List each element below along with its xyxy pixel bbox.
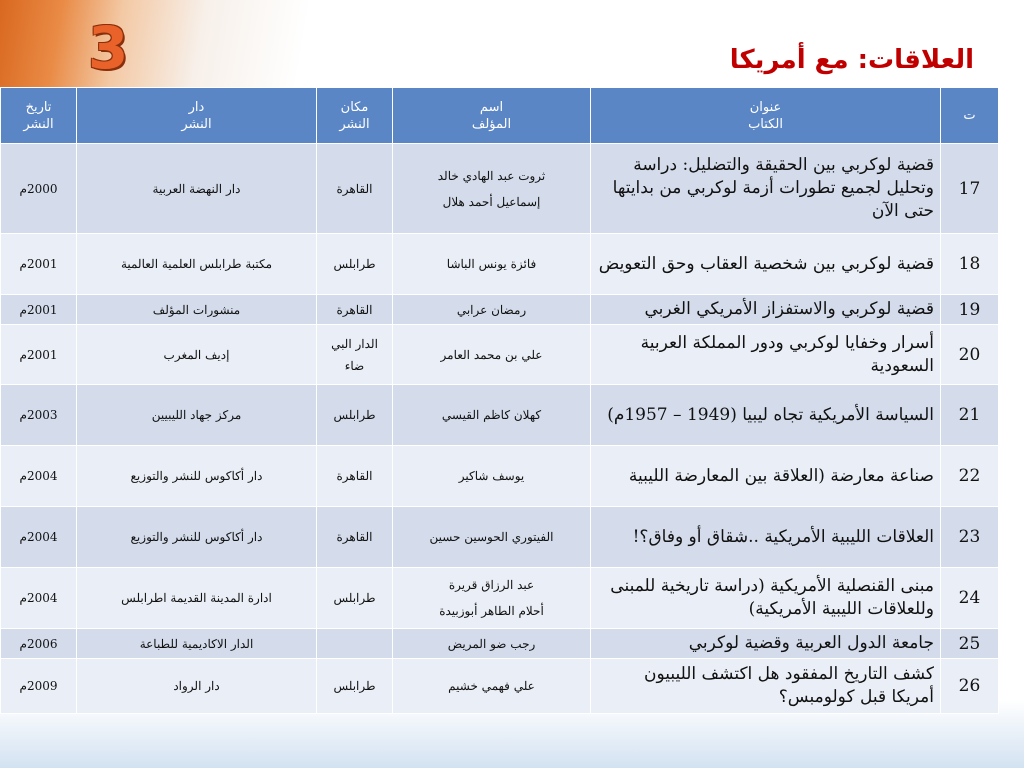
table-row (1, 234, 999, 295)
books-table (0, 87, 999, 714)
publisher: ادارة المدينة القديمة اطرابلس (77, 568, 317, 629)
publish-place: القاهرة (317, 507, 393, 568)
book-author: علي بن محمد العامر (393, 325, 591, 385)
book-title: مبنى القنصلية الأمريكية (دراسة تاريخية للمبنى وللعلاقات الليبية الأمريكية) (591, 568, 941, 629)
header-place: مكان النشر (317, 88, 393, 144)
publish-date: 2004م (1, 568, 77, 629)
table-row (1, 144, 999, 234)
publish-place: الدار البي ضاء (317, 325, 393, 385)
book-author: عبد الرزاق قريرة أحلام الطاهر أبوزبيدة (393, 568, 591, 629)
table-row (1, 325, 999, 385)
publish-place: القاهرة (317, 144, 393, 234)
table-row (1, 568, 999, 629)
table-row (1, 659, 999, 714)
book-title: جامعة الدول العربية وقضية لوكربي (591, 629, 941, 659)
book-title: صناعة معارضة (العلاقة بين المعارضة الليبية (591, 446, 941, 507)
book-title: قضية لوكربي بين الحقيقة والتضليل: دراسة وتحليل لجميع تطورات أزمة لوكربي من بدايتها حتى الآن (591, 144, 941, 234)
publish-place: القاهرة (317, 446, 393, 507)
header-num: ت (941, 88, 999, 144)
publisher: دار النهضة العربية (77, 144, 317, 234)
book-author: علي فهمي خشيم (393, 659, 591, 714)
header-author: اسم المؤلف (393, 88, 591, 144)
publish-place (317, 629, 393, 659)
publisher: دار الرواد (77, 659, 317, 714)
table-header-row (1, 88, 999, 144)
publish-date: 2001م (1, 325, 77, 385)
publish-place: طرابلس (317, 385, 393, 446)
table-row (1, 507, 999, 568)
book-title: قضية لوكربي والاستفزاز الأمريكي الغربي (591, 295, 941, 325)
book-title: كشف التاريخ المفقود هل اكتشف الليبيون أمريكا قبل كولومبس؟ (591, 659, 941, 714)
publish-date: 2001م (1, 234, 77, 295)
table-row (1, 295, 999, 325)
publish-place: طرابلس (317, 659, 393, 714)
publish-date: 2009م (1, 659, 77, 714)
publisher: دار أكاكوس للنشر والتوزيع (77, 507, 317, 568)
table-row (1, 629, 999, 659)
row-number: 21 (941, 385, 999, 446)
book-author: كهلان كاظم القيسي (393, 385, 591, 446)
row-number: 26 (941, 659, 999, 714)
publish-place: طرابلس (317, 234, 393, 295)
row-number: 18 (941, 234, 999, 295)
publish-date: 2003م (1, 385, 77, 446)
slide-title: العلاقات: مع أمريكا (729, 45, 974, 75)
row-number: 19 (941, 295, 999, 325)
publish-date: 2004م (1, 507, 77, 568)
row-number: 20 (941, 325, 999, 385)
publish-date: 2006م (1, 629, 77, 659)
publisher: مكتبة طرابلس العلمية العالمية (77, 234, 317, 295)
book-author: رجب ضو المريض (393, 629, 591, 659)
book-author: يوسف شاكير (393, 446, 591, 507)
row-number: 25 (941, 629, 999, 659)
publish-place: القاهرة (317, 295, 393, 325)
book-title: السياسة الأمريكية تجاه ليبيا (1949 – 1957م) (591, 385, 941, 446)
publish-date: 2001م (1, 295, 77, 325)
publisher: الدار الاكاديمية للطباعة (77, 629, 317, 659)
publisher: إديف المغرب (77, 325, 317, 385)
publisher: مركز جهاد الليبيين (77, 385, 317, 446)
header-publisher: دار النشر (77, 88, 317, 144)
book-author: الفيتوري الحوسين حسين (393, 507, 591, 568)
publisher: دار أكاكوس للنشر والتوزيع (77, 446, 317, 507)
book-author: ثروت عبد الهادي خالد إسماعيل أحمد هلال (393, 144, 591, 234)
row-number: 23 (941, 507, 999, 568)
row-number: 22 (941, 446, 999, 507)
book-author: فائزة يونس الباشا (393, 234, 591, 295)
publish-place: طرابلس (317, 568, 393, 629)
publish-date: 2004م (1, 446, 77, 507)
header-date: تاريخ النشر (1, 88, 77, 144)
book-title: العلاقات الليبية الأمريكية ..شقاق أو وفاق؟! (591, 507, 941, 568)
table-row (1, 385, 999, 446)
row-number: 24 (941, 568, 999, 629)
slide-number: 3 (88, 14, 129, 82)
table-row (1, 446, 999, 507)
book-title: قضية لوكربي بين شخصية العقاب وحق التعويض (591, 234, 941, 295)
row-number: 17 (941, 144, 999, 234)
header-title: عنوان الكتاب (591, 88, 941, 144)
book-author: رمضان عرابي (393, 295, 591, 325)
publish-date: 2000م (1, 144, 77, 234)
book-title: أسرار وخفايا لوكربي ودور المملكة العربية السعودية (591, 325, 941, 385)
publisher: منشورات المؤلف (77, 295, 317, 325)
